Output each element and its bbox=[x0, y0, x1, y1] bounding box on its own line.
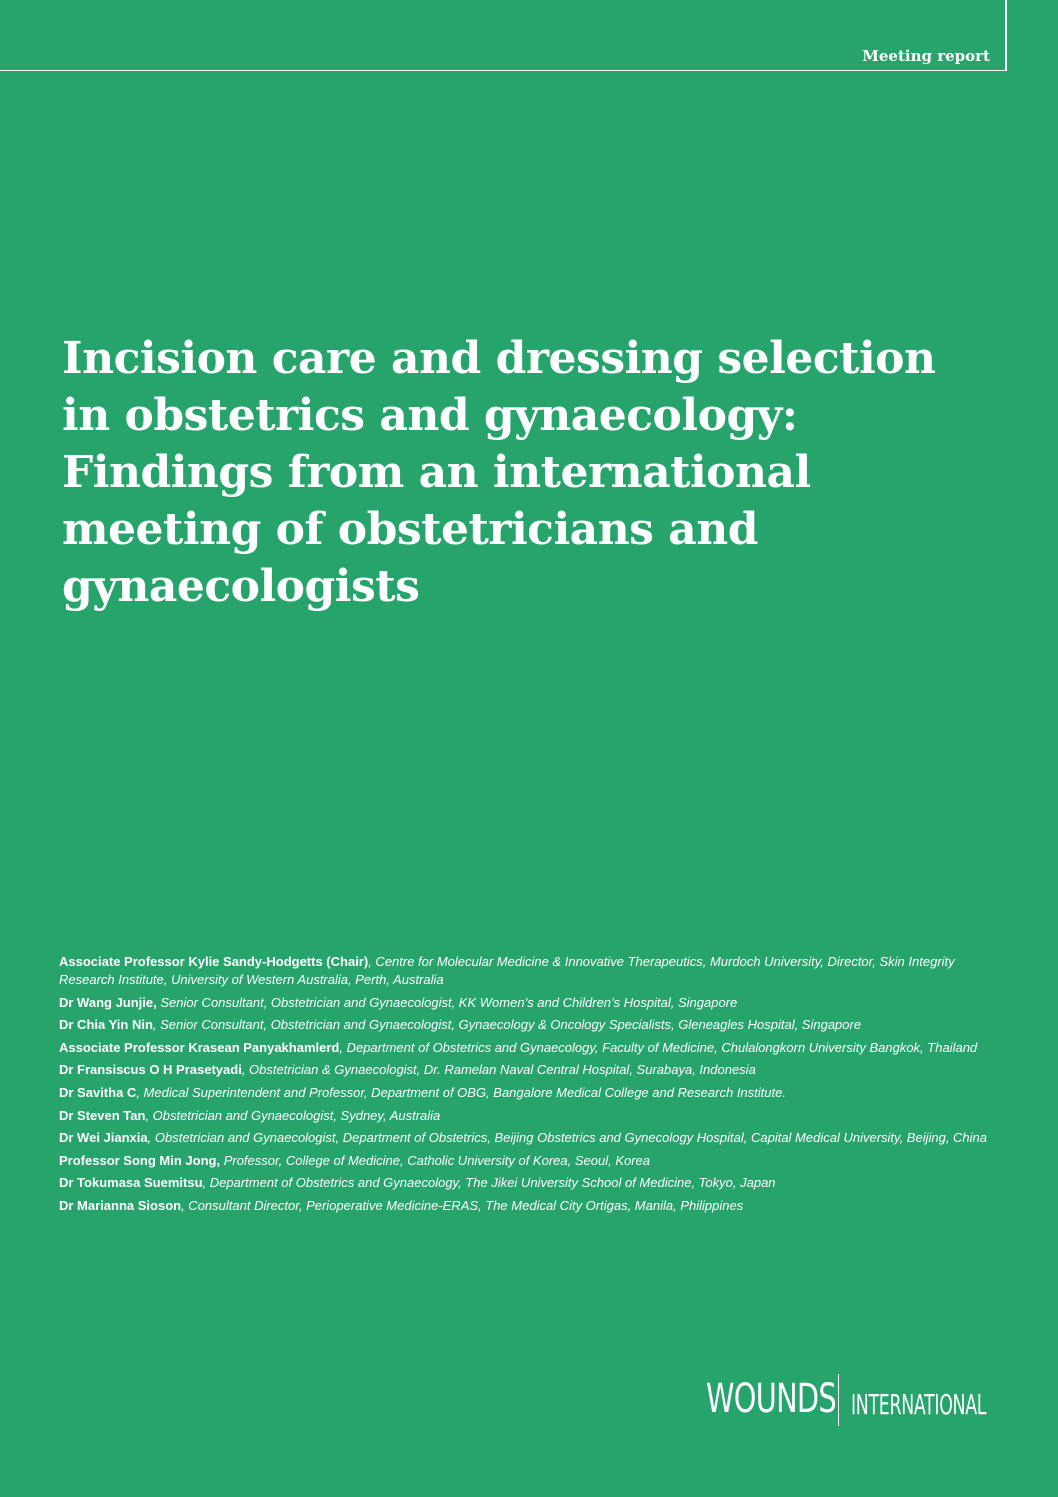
author-name: Dr Wang Junjie, bbox=[59, 994, 157, 1010]
author-affiliation: Senior Consultant, Obstetrician and Gynaecologist, KK Women’s and Children’s Hospital, Singapore bbox=[156, 994, 738, 1010]
author-name: Associate Professor Krasean Panyakhamlerd bbox=[59, 1039, 340, 1055]
author-entry bbox=[59, 1016, 989, 1034]
author-affiliation: , Obstetrician and Gynaecologist, Sydney, Australia bbox=[145, 1107, 441, 1123]
author-affiliation: , Obstetrician and Gynaecologist, Department of Obstetrics, Beijing Obstetrics and Gynecology Hospital, Capital Medical University, Beijing, China bbox=[147, 1130, 988, 1146]
logo-wordmark-international: INTERNATIONAL bbox=[851, 1388, 987, 1421]
author-entry bbox=[59, 1197, 989, 1215]
author-entry bbox=[59, 1039, 989, 1057]
author-name: Dr Savitha C bbox=[59, 1084, 137, 1100]
author-entry bbox=[59, 1129, 989, 1147]
author-name: Dr Tokumasa Suemitsu bbox=[59, 1175, 203, 1191]
author-name: Dr Steven Tan bbox=[59, 1107, 146, 1123]
author-list bbox=[59, 953, 989, 1220]
author-name: Dr Chia Yin Nin bbox=[59, 1017, 153, 1033]
author-entry bbox=[59, 994, 989, 1012]
author-affiliation: , Centre for Molecular Medicine & Innovative Therapeutics, Murdoch University, Director, Skin Integrity Research Institute, University of Western Australia, Perth, Australia bbox=[59, 954, 955, 987]
author-name: Dr Marianna Sioson bbox=[59, 1197, 182, 1213]
author-affiliation: , Medical Superintendent and Professor, Department of OBG, Bangalore Medical College and Research Institute. bbox=[136, 1084, 786, 1100]
author-affiliation: Professor, College of Medicine, Catholic University of Korea, Seoul, Korea bbox=[220, 1152, 651, 1168]
logo-divider bbox=[838, 1374, 839, 1426]
author-affiliation: , Department of Obstetrics and Gynaecology, Faculty of Medicine, Chulalongkorn University Bangkok, Thailand bbox=[339, 1039, 978, 1055]
author-entry bbox=[59, 1152, 989, 1170]
author-name: Associate Professor Kylie Sandy-Hodgetts (Chair) bbox=[59, 954, 369, 969]
author-entry bbox=[59, 1107, 989, 1125]
report-title: Incision care and dressing selection in obstetrics and gynaecology: Findings from an international meeting of obstetricians and gynaecologists bbox=[62, 333, 936, 612]
author-entry bbox=[59, 1061, 989, 1079]
author-affiliation: , Consultant Director, Perioperative Medicine-ERAS, The Medical City Ortigas, Manila, Philippines bbox=[181, 1197, 744, 1213]
author-entry bbox=[59, 1084, 989, 1102]
author-entry bbox=[59, 1174, 989, 1192]
author-name: Dr Wei Jianxia bbox=[59, 1130, 148, 1146]
author-name: Professor Song Min Jong, bbox=[59, 1152, 221, 1168]
publisher-logo bbox=[706, 1372, 999, 1428]
header-rule bbox=[0, 70, 1006, 71]
section-label: Meeting report bbox=[862, 47, 990, 65]
author-entry bbox=[59, 953, 989, 989]
logo-wordmark-wounds: WOUNDS bbox=[706, 1376, 836, 1422]
author-name: Dr Fransiscus O H Prasetyadi bbox=[59, 1062, 242, 1078]
author-affiliation: , Obstetrician & Gynaecologist, Dr. Ramelan Naval Central Hospital, Surabaya, Indonesia bbox=[241, 1062, 756, 1078]
author-affiliation: , Senior Consultant, Obstetrician and Gynaecologist, Gynaecology & Oncology Specialists, Gleneagles Hospital, Singapore bbox=[152, 1017, 862, 1033]
header-vertical-rule bbox=[1005, 0, 1007, 71]
author-affiliation: , Department of Obstetrics and Gynaecology, The Jikei University School of Medicine, Tokyo, Japan bbox=[202, 1175, 776, 1191]
